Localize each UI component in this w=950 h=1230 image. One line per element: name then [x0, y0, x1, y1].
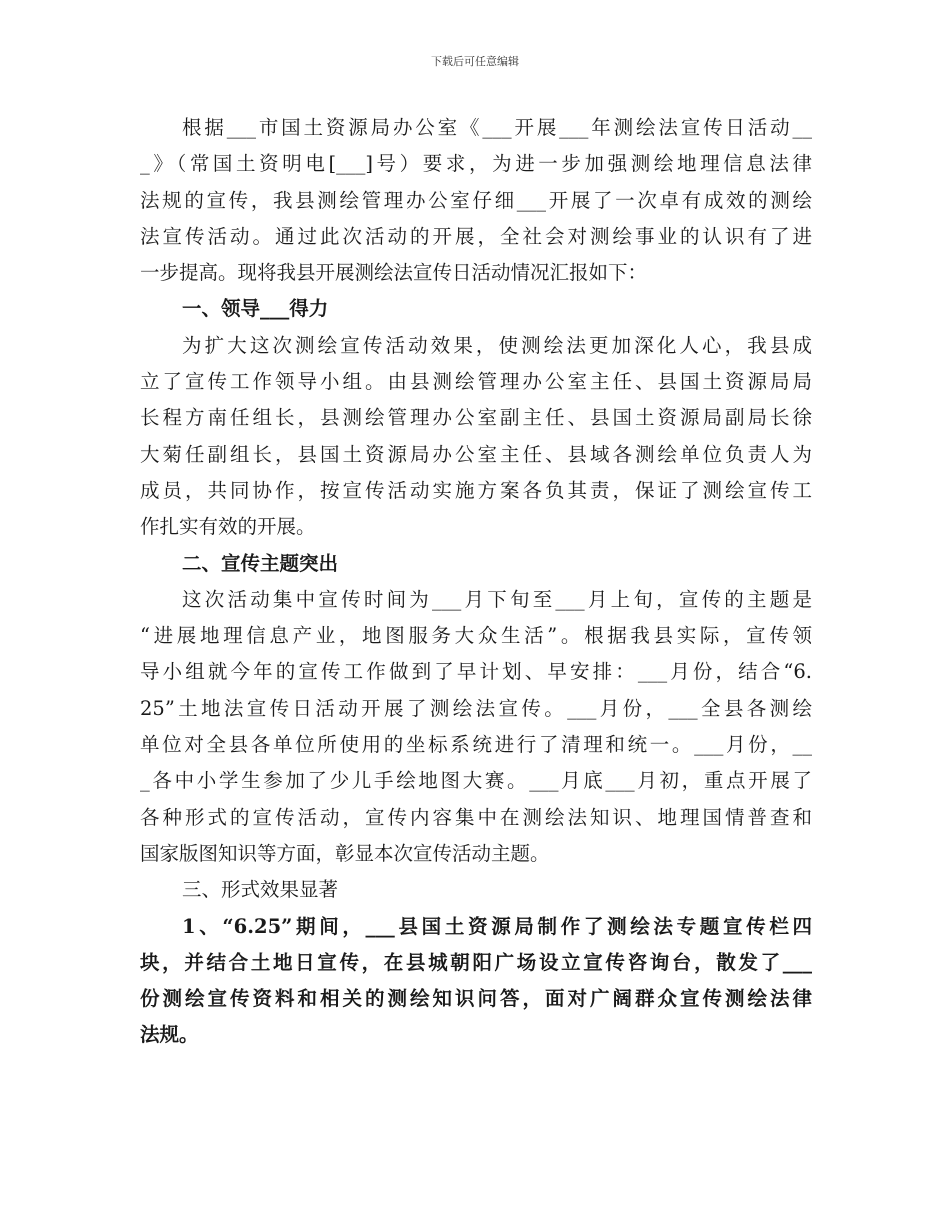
paragraph-line: 成员，共同协作，按宣传活动实施方案各负其责，保证了测绘宣传工 [140, 478, 812, 502]
paragraph-line: 根据___市国土资源局办公室《___开展___年测绘法宣传日活动__ [182, 116, 812, 139]
paragraph-line: _各中小学生参加了少儿手绘地图大赛。___月底___月初，重点开展了 [140, 769, 812, 793]
paragraph-line: 25”土地法宣传日活动开展了测绘法宣传。___月份，___全县各测绘 [140, 696, 812, 720]
paragraph-line: 份测绘宣传资料和相关的测绘知识问答，面对广阔群众宣传测绘法律 [140, 987, 812, 1011]
page-header-note: 下载后可任意编辑 [431, 55, 519, 68]
section-heading-1: 一、领导___得力 [182, 297, 329, 321]
paragraph-line: 各种形式的宣传活动，宣传内容集中在测绘法知识、地理国情普查和 [140, 805, 812, 829]
paragraph-line: 法规的宣传，我县测绘管理办公室仔细___开展了一次卓有成效的测绘 [140, 188, 812, 212]
paragraph-line: 一步提高。现将我县开展测绘法宣传日活动情况汇报如下： [140, 261, 648, 285]
paragraph-line: 国家版图知识等方面，彰显本次宣传活动主题。 [140, 841, 550, 865]
section-heading-3: 三、形式效果显著 [182, 878, 339, 902]
paragraph-line: 导小组就今年的宣传工作做到了早计划、早安排：___月份，结合“6. [140, 660, 812, 684]
paragraph-line: 大菊任副组长，县国土资源局办公室主任、县域各测绘单位负责人为 [140, 442, 812, 466]
paragraph-line: 法宣传活动。通过此次活动的开展，全社会对测绘事业的认识有了进 [140, 224, 812, 248]
paragraph-line: 长程方南任组长，县测绘管理办公室副主任、县国土资源局副局长徐 [140, 406, 812, 430]
document-body [140, 110, 812, 1054]
paragraph-line: 1、“6.25”期间，___县国土资源局制作了测绘法专题宣传栏四 [182, 914, 812, 938]
paragraph-line: 立了宣传工作领导小组。由县测绘管理办公室主任、县国土资源局局 [140, 370, 812, 394]
paragraph-line: 为扩大这次测绘宣传活动效果，使测绘法更加深化人心，我县成 [182, 333, 812, 357]
paragraph-line: 这次活动集中宣传时间为___月下旬至___月上旬，宣传的主题是 [182, 587, 812, 611]
paragraph-line: 单位对全县各单位所使用的坐标系统进行了清理和统一。___月份，__ [140, 733, 812, 757]
paragraph-line: 块，并结合土地日宣传，在县城朝阳广场设立宣传咨询台，散发了___ [140, 950, 812, 974]
paragraph-line: 法规。 [140, 1023, 199, 1047]
paragraph-line: 作扎实有效的开展。 [140, 515, 316, 539]
paragraph-line: “进展地理信息产业，地图服务大众生活”。根据我县实际，宣传领 [140, 624, 812, 648]
section-heading-2: 二、宣传主题突出 [182, 551, 339, 575]
paragraph-line: _》（常国土资明电[___]号）要求，为进一步加强测绘地理信息法律 [140, 152, 812, 176]
